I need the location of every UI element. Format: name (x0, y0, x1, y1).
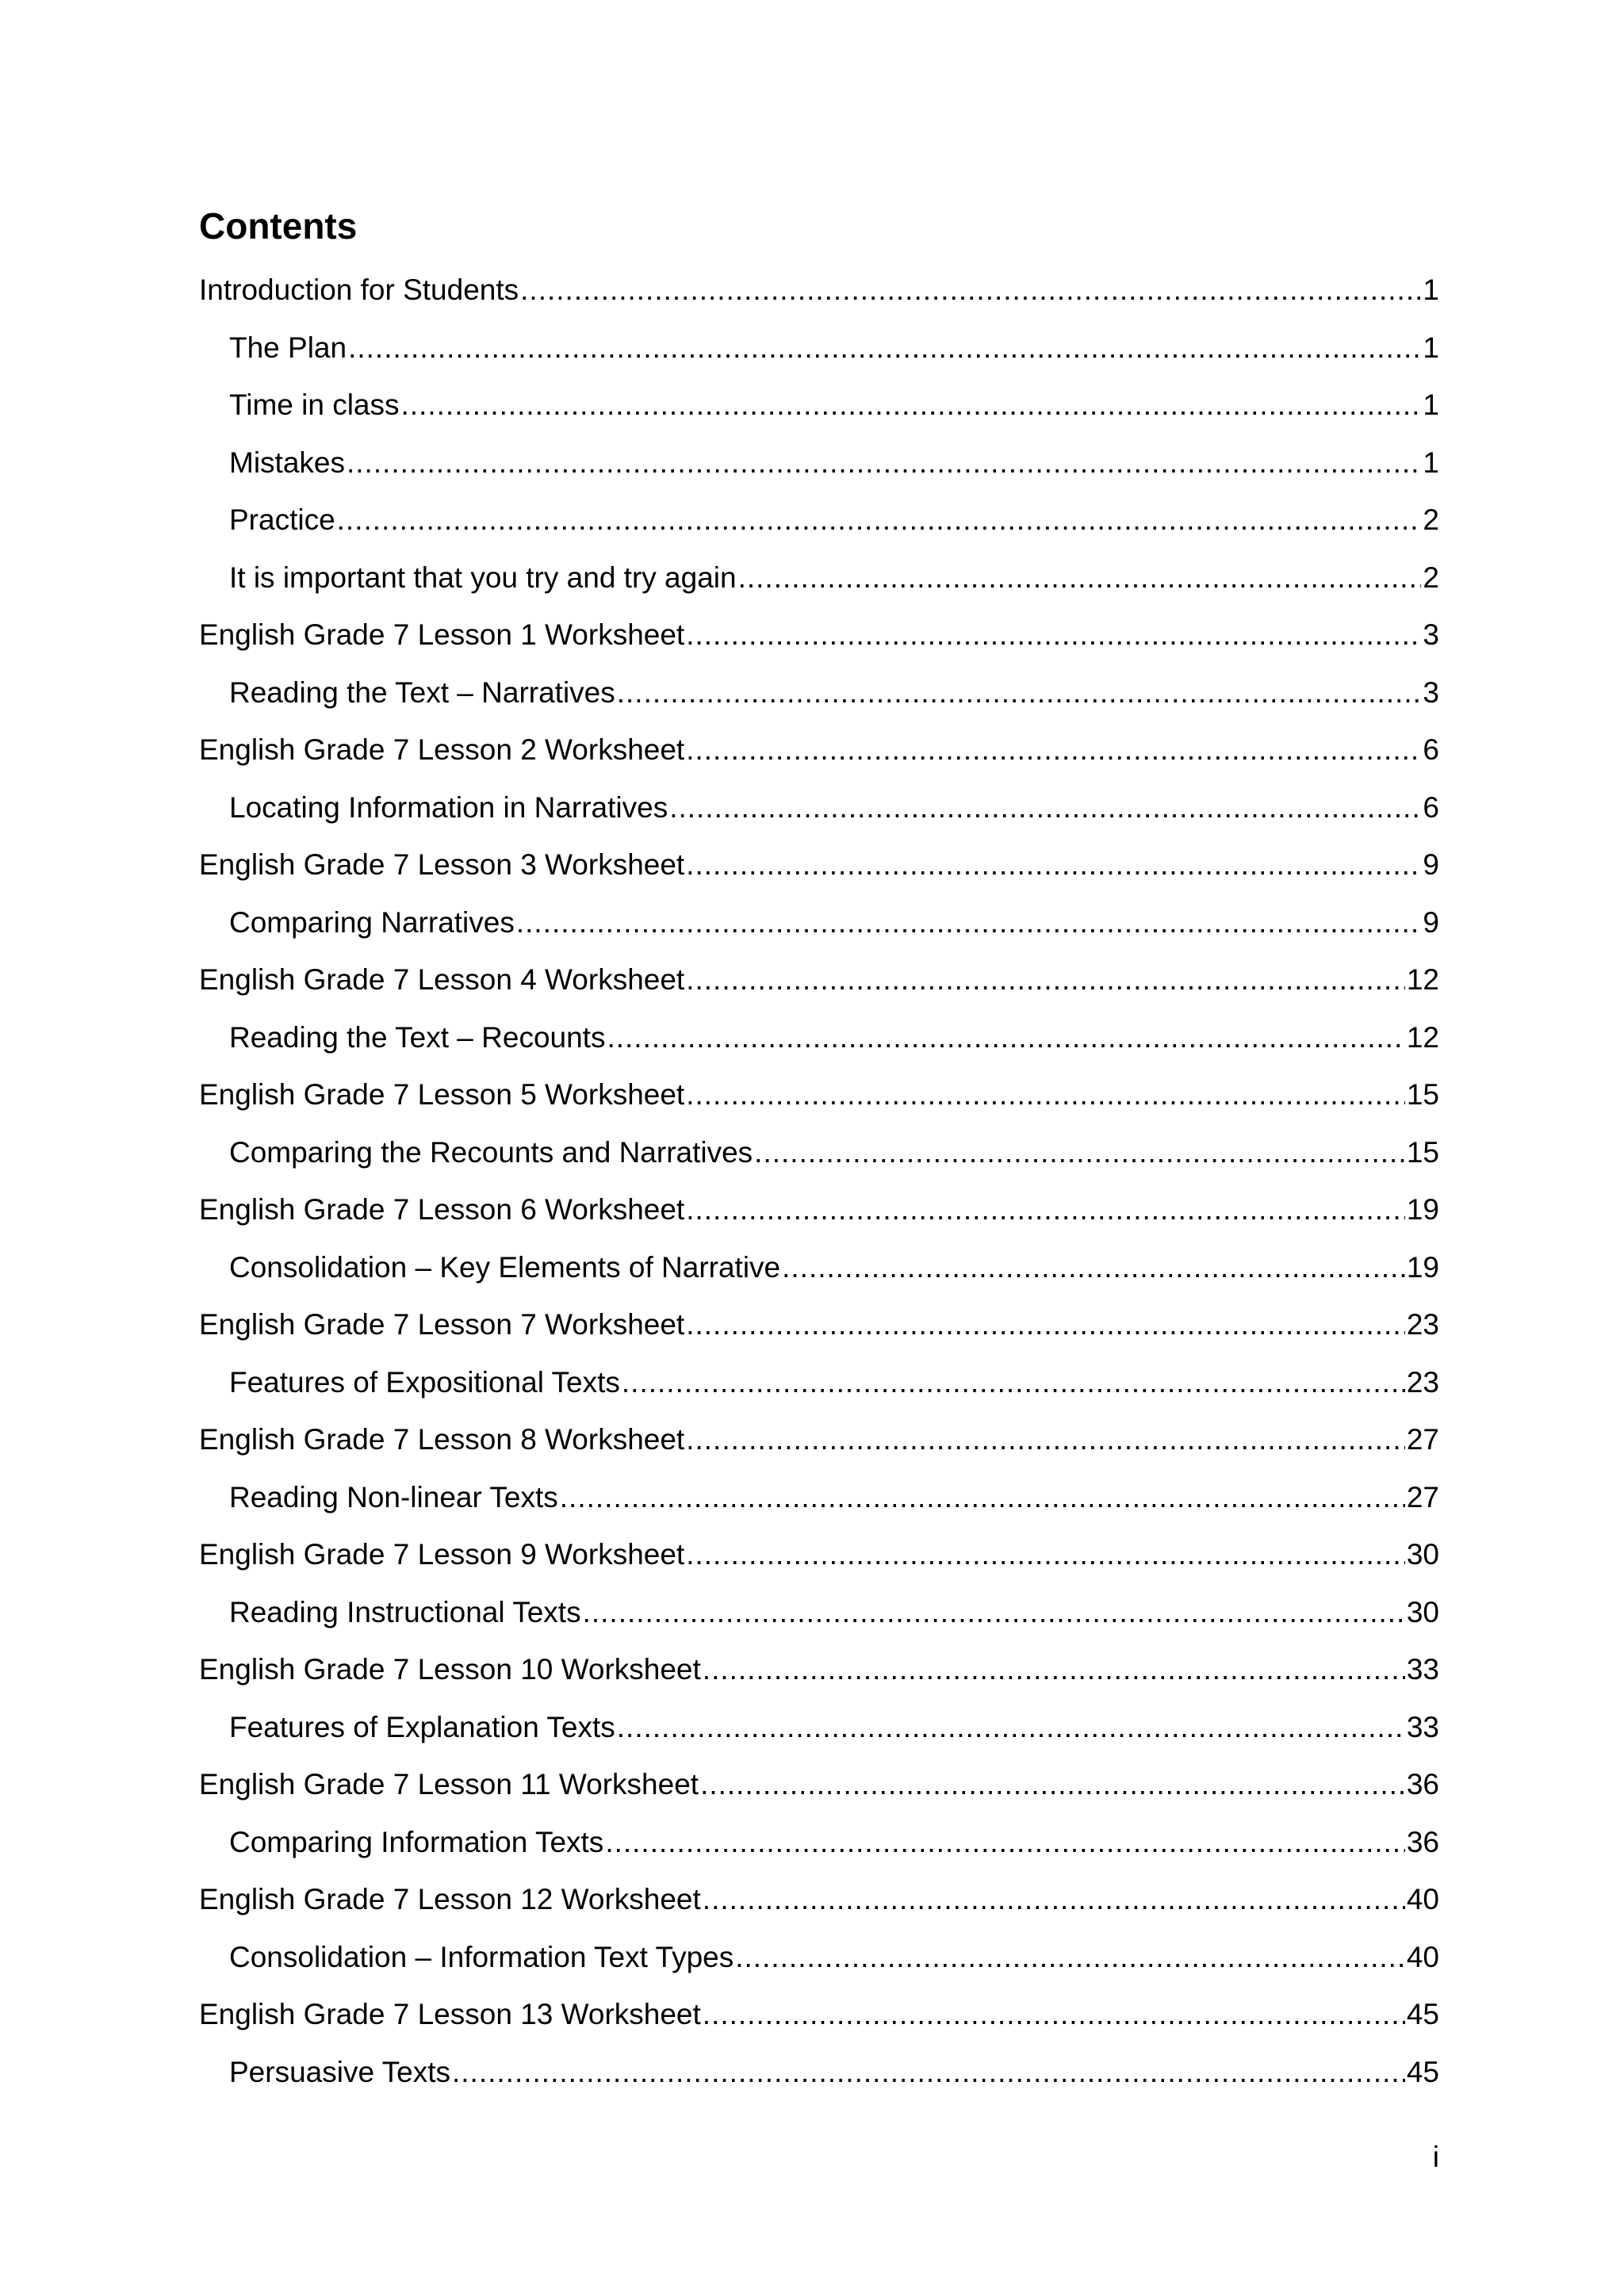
toc-entry-page-number: 23 (1406, 1365, 1439, 1399)
toc-subsection-entry[interactable] (199, 1124, 1439, 1182)
toc-entry-title: English Grade 7 Lesson 4 Worksheet (199, 963, 685, 996)
toc-dot-leader (703, 1641, 1405, 1699)
toc-section-entry[interactable] (199, 1296, 1439, 1354)
toc-section-entry[interactable] (199, 1411, 1439, 1469)
toc-entry-title: Features of Explanation Texts (229, 1710, 615, 1743)
toc-entry-title: Reading Instructional Texts (229, 1595, 581, 1628)
toc-subsection-entry[interactable] (199, 1469, 1439, 1527)
toc-entry-page-number: 1 (1423, 274, 1439, 306)
toc-dot-leader (686, 836, 1421, 894)
toc-entry-page-number: 36 (1406, 1768, 1439, 1800)
toc-subsection-entry[interactable] (199, 434, 1439, 492)
toc-entry-page-number: 15 (1406, 1078, 1439, 1111)
toc-subsection-entry[interactable] (199, 492, 1439, 549)
toc-section-entry[interactable] (199, 262, 1439, 320)
toc-entry-page-number: 23 (1406, 1308, 1439, 1341)
toc-subsection-entry[interactable] (199, 1239, 1439, 1297)
toc-entry-title: English Grade 7 Lesson 13 Worksheet (199, 1998, 701, 2030)
toc-dot-leader (703, 1986, 1405, 2044)
toc-entry-page-number: 45 (1406, 1998, 1439, 2030)
toc-entry-page-number: 1 (1423, 331, 1439, 364)
toc-subsection-entry[interactable] (199, 320, 1439, 377)
toc-section-entry[interactable] (199, 1871, 1439, 1929)
toc-entry-title: English Grade 7 Lesson 1 Worksheet (199, 618, 685, 651)
toc-dot-leader (617, 1699, 1405, 1757)
toc-entry-page-number: 27 (1406, 1480, 1439, 1513)
toc-entry-page-number: 27 (1406, 1423, 1439, 1456)
toc-entry-page-number: 36 (1406, 1825, 1439, 1858)
toc-dot-leader (686, 951, 1405, 1009)
toc-dot-leader (686, 721, 1421, 779)
toc-entry-page-number: 19 (1406, 1250, 1439, 1284)
toc-entry-page-number: 6 (1423, 790, 1439, 824)
toc-subsection-entry[interactable] (199, 894, 1439, 952)
toc-dot-leader (686, 1526, 1405, 1584)
toc-entry-page-number: 3 (1423, 675, 1439, 709)
toc-subsection-entry[interactable] (199, 779, 1439, 837)
toc-section-entry[interactable] (199, 607, 1439, 664)
toc-section-entry[interactable] (199, 951, 1439, 1009)
toc-subsection-entry[interactable] (199, 549, 1439, 607)
toc-entry-title: Comparing Information Texts (229, 1825, 604, 1858)
toc-dot-leader (452, 2044, 1405, 2102)
toc-entry-title: English Grade 7 Lesson 12 Worksheet (199, 1883, 701, 1915)
toc-entry-title: Time in class (229, 388, 400, 421)
toc-dot-leader (686, 1411, 1405, 1469)
toc-entry-title: Reading the Text – Narratives (229, 675, 615, 709)
toc-dot-leader (607, 1009, 1404, 1067)
toc-entry-title: Introduction for Students (199, 274, 519, 306)
toc-entry-title: Persuasive Texts (229, 2055, 450, 2088)
contents-heading: Contents (199, 205, 358, 247)
toc-section-entry[interactable] (199, 1641, 1439, 1699)
toc-subsection-entry[interactable] (199, 2044, 1439, 2102)
toc-section-entry[interactable] (199, 1986, 1439, 2044)
toc-dot-leader (520, 262, 1421, 320)
toc-entry-title: English Grade 7 Lesson 7 Worksheet (199, 1308, 685, 1341)
toc-entry-page-number: 12 (1406, 963, 1439, 996)
toc-entry-title: Locating Information in Narratives (229, 790, 668, 824)
toc-entry-title: English Grade 7 Lesson 5 Worksheet (199, 1078, 685, 1111)
toc-entry-title: English Grade 7 Lesson 3 Worksheet (199, 848, 685, 881)
toc-entry-page-number: 40 (1406, 1940, 1439, 1973)
toc-entry-page-number: 45 (1406, 2055, 1439, 2088)
toc-entry-page-number: 40 (1406, 1883, 1439, 1915)
toc-dot-leader (738, 549, 1422, 607)
toc-dot-leader (337, 492, 1422, 549)
toc-entry-title: Reading the Text – Recounts (229, 1020, 606, 1054)
toc-dot-leader (605, 1814, 1405, 1872)
toc-entry-page-number: 2 (1423, 503, 1439, 536)
toc-entry-title: English Grade 7 Lesson 2 Worksheet (199, 733, 685, 766)
toc-dot-leader (348, 320, 1421, 377)
toc-entry-title: English Grade 7 Lesson 11 Worksheet (199, 1768, 699, 1800)
toc-entry-page-number: 33 (1406, 1710, 1439, 1743)
toc-dot-leader (516, 894, 1422, 952)
toc-section-entry[interactable] (199, 1066, 1439, 1124)
toc-subsection-entry[interactable] (199, 1354, 1439, 1412)
toc-dot-leader (617, 664, 1422, 722)
toc-entry-title: Comparing Narratives (229, 905, 515, 939)
toc-subsection-entry[interactable] (199, 1584, 1439, 1642)
toc-entry-page-number: 30 (1406, 1595, 1439, 1628)
toc-entry-page-number: 1 (1423, 446, 1439, 479)
toc-entry-title: Features of Expositional Texts (229, 1365, 620, 1399)
toc-entry-page-number: 33 (1406, 1653, 1439, 1686)
toc-section-entry[interactable] (199, 836, 1439, 894)
toc-entry-page-number: 30 (1406, 1538, 1439, 1571)
toc-dot-leader (686, 1066, 1405, 1124)
toc-subsection-entry[interactable] (199, 1814, 1439, 1872)
toc-entry-page-number: 15 (1406, 1135, 1439, 1169)
page-number: i (1432, 2141, 1439, 2173)
table-of-contents (199, 262, 1439, 2101)
toc-entry-title: Reading Non-linear Texts (229, 1480, 558, 1513)
toc-dot-leader (686, 1181, 1405, 1239)
toc-dot-leader (347, 434, 1421, 492)
toc-entry-title: Practice (229, 503, 335, 536)
toc-dot-leader (583, 1584, 1405, 1642)
toc-entry-page-number: 9 (1423, 905, 1439, 939)
toc-entry-title: Mistakes (229, 446, 345, 479)
toc-section-entry[interactable] (199, 721, 1439, 779)
toc-entry-page-number: 1 (1423, 388, 1439, 421)
toc-dot-leader (735, 1929, 1405, 1987)
toc-entry-title: English Grade 7 Lesson 8 Worksheet (199, 1423, 685, 1456)
toc-dot-leader (686, 1296, 1405, 1354)
toc-subsection-entry[interactable] (199, 1009, 1439, 1067)
toc-dot-leader (686, 607, 1421, 664)
toc-dot-leader (700, 1756, 1405, 1814)
toc-dot-leader (754, 1124, 1405, 1182)
toc-dot-leader (622, 1354, 1405, 1412)
toc-section-entry[interactable] (199, 1526, 1439, 1584)
toc-entry-page-number: 9 (1423, 848, 1439, 881)
toc-subsection-entry[interactable] (199, 377, 1439, 434)
toc-entry-title: English Grade 7 Lesson 10 Worksheet (199, 1653, 701, 1686)
toc-entry-title: Comparing the Recounts and Narratives (229, 1135, 753, 1169)
toc-subsection-entry[interactable] (199, 1699, 1439, 1757)
toc-entry-title: Consolidation – Information Text Types (229, 1940, 734, 1973)
toc-dot-leader (782, 1239, 1405, 1297)
toc-dot-leader (560, 1469, 1405, 1527)
toc-entry-title: English Grade 7 Lesson 6 Worksheet (199, 1193, 685, 1226)
toc-section-entry[interactable] (199, 1181, 1439, 1239)
toc-section-entry[interactable] (199, 1756, 1439, 1814)
toc-entry-page-number: 2 (1423, 561, 1439, 594)
toc-dot-leader (703, 1871, 1405, 1929)
toc-entry-title: English Grade 7 Lesson 9 Worksheet (199, 1538, 685, 1571)
toc-entry-page-number: 3 (1423, 618, 1439, 651)
toc-subsection-entry[interactable] (199, 664, 1439, 722)
toc-entry-title: Consolidation – Key Elements of Narrative (229, 1250, 781, 1284)
toc-subsection-entry[interactable] (199, 1929, 1439, 1987)
toc-entry-page-number: 6 (1423, 733, 1439, 766)
toc-dot-leader (401, 377, 1422, 434)
toc-entry-page-number: 12 (1406, 1020, 1439, 1054)
toc-entry-title: It is important that you try and try again (229, 561, 737, 594)
toc-dot-leader (669, 779, 1421, 837)
toc-entry-page-number: 19 (1406, 1193, 1439, 1226)
toc-entry-title: The Plan (229, 331, 347, 364)
